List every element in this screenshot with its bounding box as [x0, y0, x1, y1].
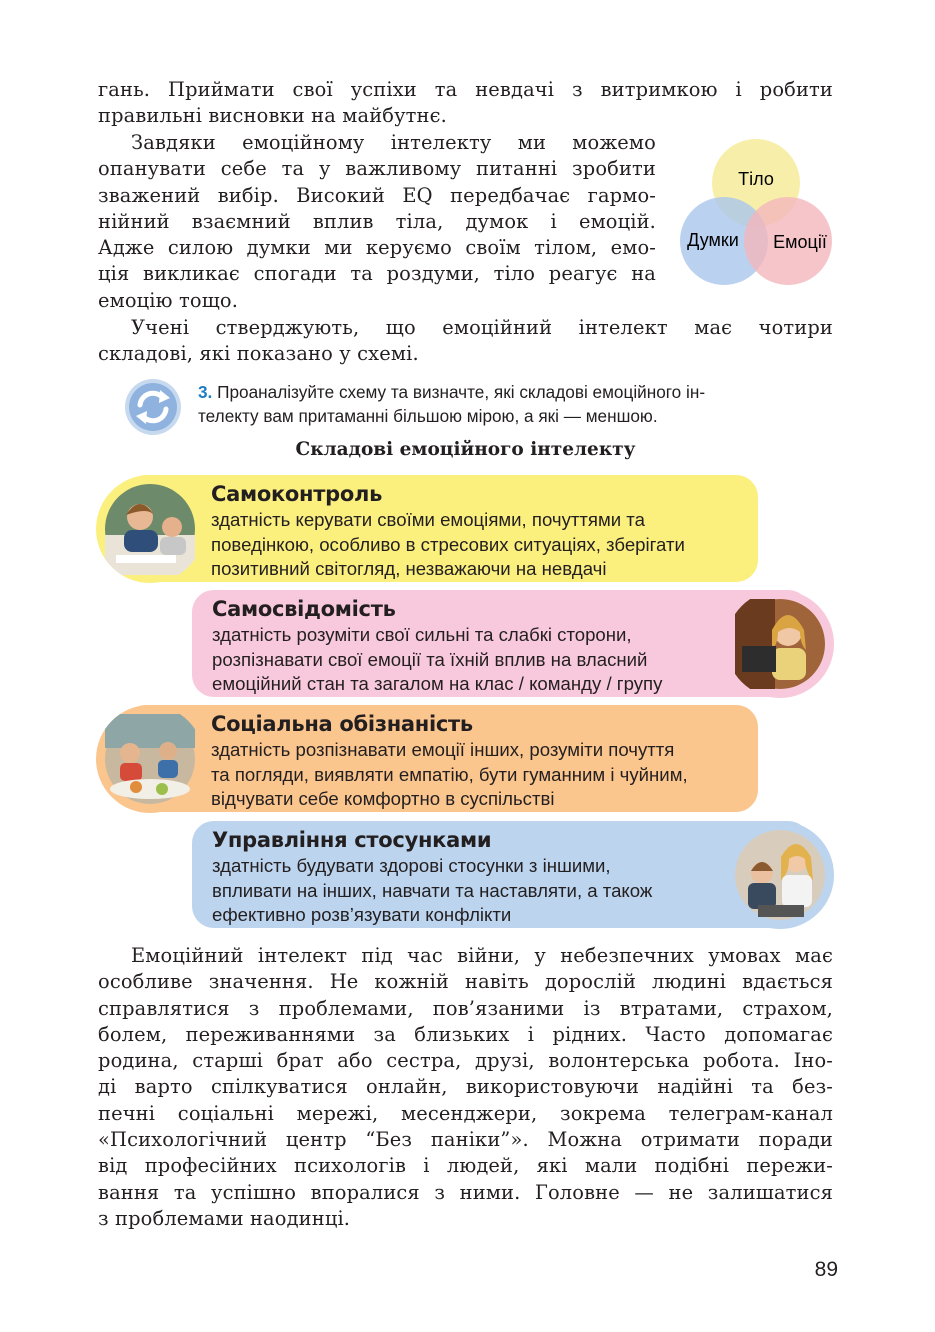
- text-line: вання та успішно впоралися з ними. Головне — не залишатися: [98, 1180, 833, 1204]
- exercise-line: [198, 380, 833, 404]
- text-line: печні соціальні мережі, месенджери, зокрема телеграм-канал: [98, 1101, 833, 1125]
- component-description: [211, 508, 685, 582]
- venn-label-thoughts: Думки: [687, 230, 739, 250]
- text-line: емоцію тощо.: [98, 288, 239, 312]
- text-line: нійний взаємний вплив тіла, думок і емоцій.: [98, 209, 656, 233]
- description-line: впливати на інших, навчати та наставляти, а також: [212, 879, 653, 901]
- intro-paragraph: [98, 77, 833, 130]
- description-line: відчувати себе комфортно в суспільстві: [211, 788, 555, 809]
- description-line: ефективно розв’язувати конфлікти: [212, 904, 512, 925]
- text-line: Учені стверджують, що емоційний інтелект має чотири: [131, 316, 833, 339]
- component-description: [212, 854, 652, 928]
- component-description: [212, 623, 662, 697]
- exercise-number: 3.: [198, 382, 213, 402]
- venn-label-body: Тіло: [738, 169, 774, 189]
- component-card-self-awareness: [192, 590, 810, 697]
- description-line: емоційний стан та загалом на клас / команду / групу: [212, 673, 663, 694]
- component-card-social-awareness: [124, 705, 758, 812]
- component-title: Управління стосунками: [212, 828, 492, 852]
- description-line: та погляди, виявляти емпатію, бути гуманним і чуйним,: [211, 763, 688, 785]
- text-line: ді варто спілкуватися онлайн, використовуючи надійні та без-: [98, 1075, 833, 1099]
- text-line: Емоційний інтелект під час війни, у небезпечних умовах має: [131, 944, 833, 967]
- scheme-title: Складові емоційного інтелекту: [295, 439, 636, 460]
- text-line: болем, переживаннями за близьких і рідних. Часто допомагає: [98, 1022, 833, 1046]
- text-line: справлятися з проблемами, пов’язаними із втратами, страхом,: [98, 996, 833, 1020]
- page-number: 89: [814, 1258, 838, 1281]
- photo-girl-with-laptop: [726, 590, 834, 698]
- text-line: «Психологічний центр “Без паніки”». Можна отримати поради: [98, 1128, 833, 1152]
- component-description: [211, 738, 688, 812]
- exercise-line-text: телекту вам притаманні більшою мірою, а які — меншою.: [198, 406, 658, 426]
- text-line: складові, які показано у схемі.: [98, 342, 419, 366]
- text-line: ція викликає спогади та роздуми, тіло реагує на: [98, 262, 656, 286]
- photo-children-studying: [96, 475, 204, 583]
- exercise-line-text: Проаналізуйте схему та визначте, які складові емоційного ін-: [217, 382, 706, 402]
- exercise-text: [198, 380, 833, 428]
- text-line: Завдяки емоційному інтелекту ми можемо: [131, 131, 656, 154]
- description-line: розпізнавати свої емоції та їхній вплив на власний: [212, 648, 648, 670]
- component-title: Самоконтроль: [211, 482, 383, 506]
- description-line: здатність керувати своїми емоціями, почуттями та: [211, 509, 645, 530]
- text-line: від професійних психологів і людей, які мали подібні пережи-: [98, 1154, 833, 1178]
- text-line: Адже силою думки ми керуємо своїм тілом, емо-: [98, 236, 656, 260]
- photo-teacher-with-students: [726, 821, 834, 929]
- photo-children-at-lunch: [96, 705, 204, 813]
- description-line: здатність будувати здорові стосунки з іншими,: [212, 855, 611, 876]
- text-line: гань. Приймати свої успіхи та невдачі з витримкою і робити: [98, 78, 833, 101]
- text-line: опанувати себе та у важливому питанні зробити: [98, 157, 656, 181]
- eq-paragraph: [98, 130, 656, 314]
- component-card-relationship-management: [192, 821, 810, 928]
- venn-diagram: [676, 138, 836, 288]
- description-line: здатність розпізнавати емоції інших, розуміти почуття: [211, 739, 675, 760]
- component-title: Самосвідомість: [212, 597, 396, 621]
- refresh-arrows-icon: [124, 378, 182, 436]
- text-line: особливе значення. Не кожній навіть дорослій людині вдається: [98, 970, 833, 994]
- description-line: здатність розуміти свої сильні та слабкі сторони,: [212, 624, 632, 645]
- war-paragraph: [98, 943, 833, 1232]
- component-card-self-control: [124, 475, 758, 582]
- venn-label-emotions: Емоції: [773, 232, 827, 252]
- scientists-paragraph: [98, 315, 833, 368]
- component-title: Соціальна обізнаність: [211, 712, 473, 736]
- text-line: правильні висновки на майбутнє.: [98, 104, 447, 128]
- text-line: родина, старші брат або сестра, друзі, волонтерська робота. Іно-: [98, 1049, 833, 1073]
- text-line: з проблемами наодинці.: [98, 1206, 351, 1230]
- text-line: зважений вибір. Високий EQ передбачає гармо-: [98, 183, 656, 207]
- description-line: позитивний світогляд, незважаючи на невдачі: [211, 558, 607, 579]
- description-line: поведінкою, особливо в стресових ситуаціях, зберігати: [211, 533, 685, 555]
